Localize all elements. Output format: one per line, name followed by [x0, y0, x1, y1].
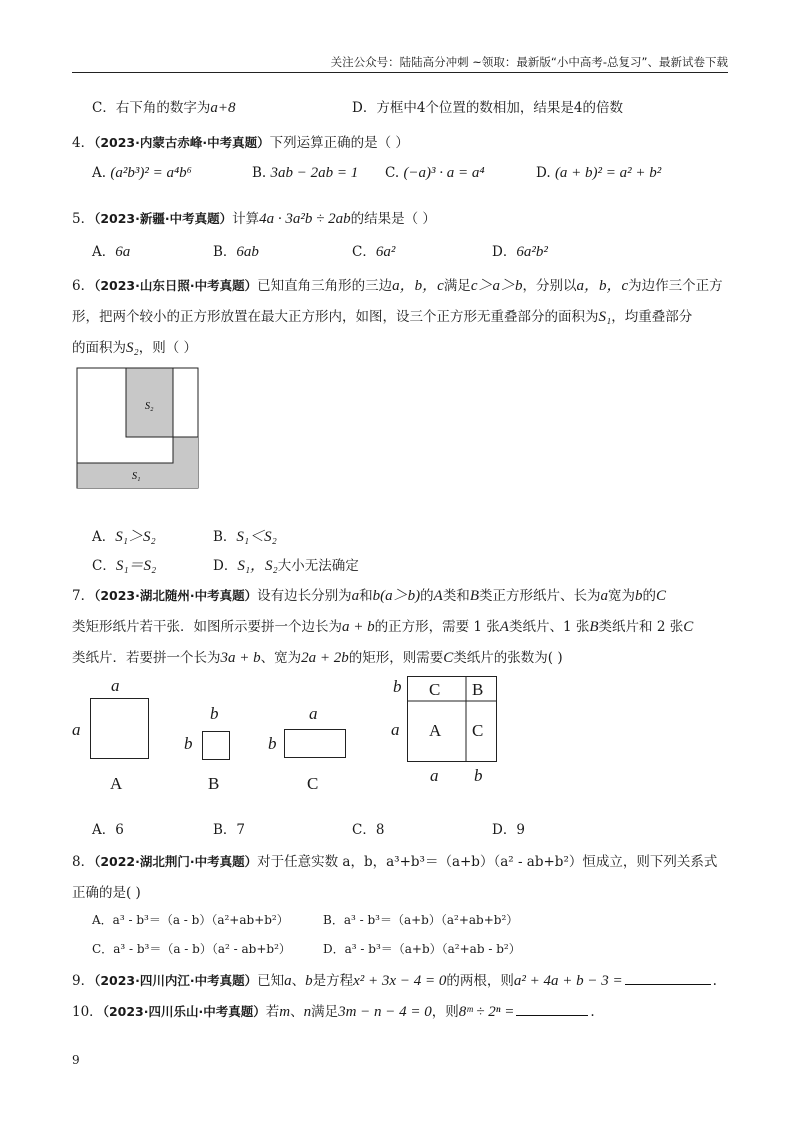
question-6-line-1: 6．（2023·山东日照·中考真题）已知直角三角形的三边a，b，c满足c＞a＞b，分别以a，b，c为边作三个正方 — [72, 278, 723, 294]
page-number: 9 — [72, 1053, 80, 1067]
q4-option-b: B. 3ab − 2ab = 1 — [252, 165, 359, 181]
q8-option-b: B．a³ - b³＝（a+b）（a²+ab+b²） — [323, 913, 519, 927]
big-square-a-bottom: a — [430, 766, 439, 785]
q4-option-a: A. (a²b³)² = a⁴b⁶ — [92, 165, 192, 181]
question-8-line-1: 8．（2022·湖北荆门·中考真题）对于任意实数 a，b，a³+b³＝（a+b）（a² - ab+b²）恒成立，则下列关系式 — [72, 854, 718, 870]
piece-c-rect — [284, 729, 346, 758]
question-10: 10．（2023·四川乐山·中考真题）若m、n满足3m − n − 4 = 0，则8ᵐ ÷ 2ⁿ = . — [72, 1004, 595, 1020]
question-7-line-1: 7．（2023·湖北随州·中考真题）设有边长分别为a和b(a＞b)的A类和B类正方形纸片、长为a宽为b的C — [72, 588, 666, 604]
prev-option-d: D．方框中4个位置的数相加，结果是4的倍数 — [352, 100, 624, 116]
q6-option-c: C．S₁＝S₂ — [92, 558, 157, 574]
question-5-stem: 5．（2023·新疆·中考真题）计算4a · 3a²b ÷ 2ab的结果是（ ） — [72, 211, 436, 227]
page-header: 关注公众号：陆陆高分冲刺 ~领取：最新版“小中高考-总复习”、最新试卷下载 — [330, 55, 728, 69]
piece-a-name: A — [110, 774, 123, 793]
question-9: 9．（2023·四川内江·中考真题）已知a、b是方程x² + 3x − 4 = 0的两根，则a² + 4a + b − 3 = . — [72, 973, 717, 989]
q5-option-d: D．6a²b² — [492, 244, 548, 260]
piece-c-name: C — [307, 774, 319, 793]
question-7-line-2: 类矩形纸片若干张．如图所示要拼一个边长为a + b的正方形，需要 1 张A类纸片、1 张B类纸片和 2 张C — [72, 619, 694, 635]
piece-a-square — [90, 698, 149, 759]
q8-option-a: A．a³ - b³＝（a - b）（a²+ab+b²） — [92, 913, 289, 927]
cell-bottom-left: A — [429, 721, 442, 740]
cell-bottom-right: C — [472, 721, 484, 740]
piece-b-side-label: b — [184, 734, 193, 753]
question-6-line-3: 的面积为S₂，则（ ） — [72, 340, 198, 356]
q8-option-c: C．a³ - b³＝（a - b）（a² - ab+b²） — [92, 942, 291, 956]
cell-top-left: C — [429, 680, 441, 699]
answer-blank[interactable] — [625, 972, 711, 985]
question-8-line-2: 正确的是( ) — [72, 885, 141, 901]
header-rule — [72, 72, 728, 73]
q7-option-a: A．6 — [92, 822, 124, 838]
big-square-b-left: b — [393, 677, 402, 696]
piece-a-top-label: a — [111, 676, 120, 695]
assembled-square — [407, 676, 497, 762]
q5-option-a: A．6a — [92, 244, 131, 260]
q7-option-d: D．9 — [492, 822, 525, 838]
piece-b-square — [202, 731, 230, 760]
piece-a-side-label: a — [72, 720, 81, 739]
question-7-line-3: 类纸片．若要拼一个长为3a + b、宽为2a + 2b的矩形，则需要C类纸片的张数为( ) — [72, 650, 563, 666]
s1-label: S₁ — [132, 471, 141, 482]
q7-option-b: B．7 — [213, 822, 246, 838]
question-4-stem: 4．（2023·内蒙古赤峰·中考真题）下列运算正确的是（ ） — [72, 135, 409, 151]
q5-option-c: C．6a² — [352, 244, 396, 260]
q4-option-c: C. (−a)³ · a = a⁴ — [385, 165, 485, 181]
q5-option-b: B．6ab — [213, 244, 259, 260]
q6-option-a: A．S₁＞S₂ — [92, 529, 156, 545]
prev-option-c: C．右下角的数字为a+8 — [92, 100, 236, 116]
piece-c-top-label: a — [309, 704, 318, 723]
q4-option-d: D. (a + b)² = a² + b² — [536, 165, 662, 181]
question-6-line-2: 形，把两个较小的正方形放置在最大正方形内，如图，设三个正方形无重叠部分的面积为S₁，均重叠部分 — [72, 309, 693, 325]
q8-option-d: D．a³ - b³＝（a+b）（a²+ab - b²） — [323, 942, 521, 956]
s2-label: S₂ — [145, 401, 154, 412]
piece-c-side-label: b — [268, 734, 277, 753]
answer-blank[interactable] — [516, 1003, 588, 1016]
q6-option-d: D．S₁，S₂大小无法确定 — [213, 558, 359, 574]
piece-b-top-label: b — [210, 704, 219, 723]
big-square-a-left: a — [391, 720, 400, 739]
q6-option-b: B．S₁＜S₂ — [213, 529, 277, 545]
big-square-b-bottom: b — [474, 766, 483, 785]
cell-top-right: B — [472, 680, 484, 699]
piece-b-name: B — [208, 774, 220, 793]
s1-region-right — [173, 437, 198, 463]
q7-option-c: C．8 — [352, 822, 385, 838]
q6-squares-figure — [76, 367, 200, 489]
